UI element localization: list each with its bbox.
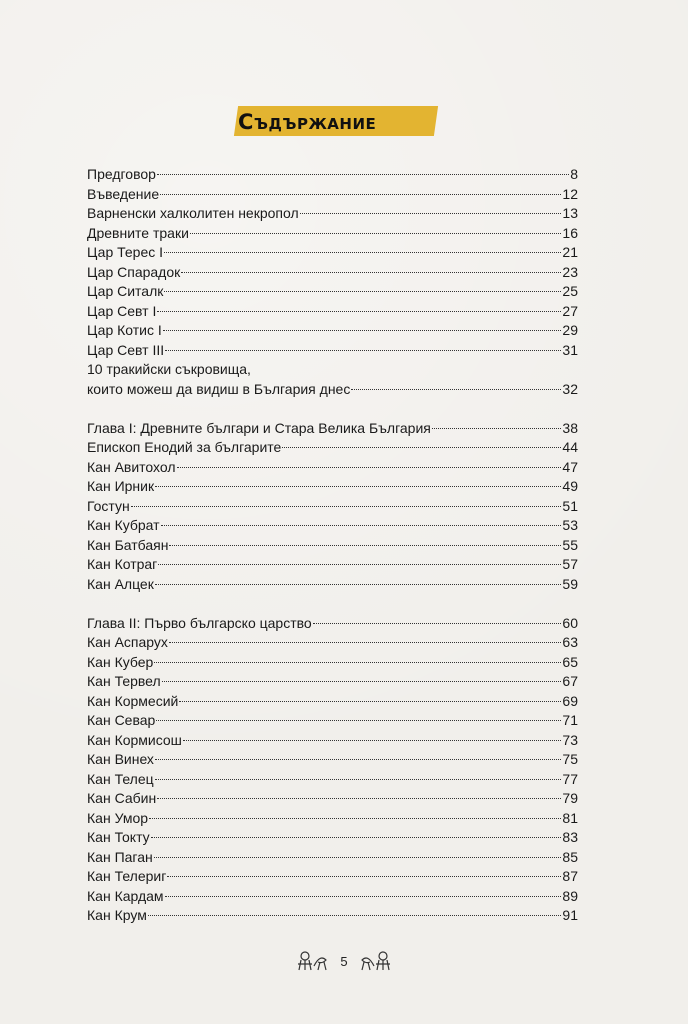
dot-leader xyxy=(148,914,562,916)
page-number: 5 xyxy=(340,953,348,969)
toc-entry-title: които можеш да видиш в България днес xyxy=(87,380,351,397)
toc-entry-page: 65 xyxy=(562,653,578,670)
dot-leader xyxy=(163,329,562,331)
dot-leader xyxy=(155,778,562,780)
toc-entry-page: 21 xyxy=(562,244,578,260)
toc-entry-page: 13 xyxy=(562,205,578,221)
toc-entry-title: Глава II: Първо българско царство xyxy=(87,614,312,631)
toc-entry-title: 10 тракийски съкровища, xyxy=(87,361,251,377)
toc-entry-title: Кан Сабин xyxy=(87,790,157,806)
toc-entry-page: 81 xyxy=(562,809,578,826)
dot-leader xyxy=(151,836,562,838)
toc-entry-page: 27 xyxy=(562,302,578,319)
dot-leader xyxy=(165,895,562,897)
toc-entry-title: Кан Телериг xyxy=(87,868,167,884)
toc-entry-title: Кан Умор xyxy=(87,809,149,826)
toc-entry-title: Предговор xyxy=(87,166,156,182)
toc-entry-page: 44 xyxy=(562,439,578,455)
toc-entry-title: Кан Кормесий xyxy=(87,692,179,709)
toc-entry-title: Кан Тервел xyxy=(87,673,161,689)
toc-entry-page: 71 xyxy=(562,712,578,728)
dot-leader xyxy=(155,583,562,585)
toc-entry-page: 85 xyxy=(562,848,578,865)
toc-entry-page: 53 xyxy=(562,517,578,533)
dot-leader xyxy=(300,212,562,214)
dot-leader xyxy=(162,680,562,682)
dot-leader xyxy=(164,290,561,292)
toc-entry[interactable] xyxy=(87,360,578,380)
toc-entry[interactable] xyxy=(87,789,578,809)
toc-entry-title: Кан Кубер xyxy=(87,653,154,670)
toc-entry-title: Кан Авитохол xyxy=(87,458,176,475)
toc-entry-page: 31 xyxy=(562,341,578,358)
toc-entry-title: Кан Котраг xyxy=(87,556,158,572)
toc-entry-page: 59 xyxy=(562,575,578,592)
toc-entry-page: 51 xyxy=(562,497,578,514)
toc-entry[interactable] xyxy=(87,458,578,478)
toc-entry-title: Кан Паган xyxy=(87,848,153,865)
toc-entry-page: 89 xyxy=(562,887,578,904)
toc-entry-page: 91 xyxy=(562,907,578,923)
dot-leader xyxy=(155,758,561,760)
toc-entry-title: Цар Севт I xyxy=(87,302,157,319)
toc-entry-page: 83 xyxy=(562,829,578,845)
toc-entry-page: 55 xyxy=(562,536,578,553)
toc-entry[interactable] xyxy=(87,165,578,185)
section-spacer xyxy=(87,399,578,419)
dot-leader xyxy=(158,563,561,565)
dot-leader xyxy=(154,856,562,858)
toc-entry[interactable] xyxy=(87,828,578,848)
toc-entry-title: Цар Ситалк xyxy=(87,283,164,299)
toc-entry-title: Гостун xyxy=(87,497,130,514)
toc-entry-title: Епископ Енодий за българите xyxy=(87,439,282,455)
dot-leader xyxy=(157,310,561,312)
toc-entry-title: Цар Севт III xyxy=(87,341,165,358)
toc-entry-page: 67 xyxy=(562,673,578,689)
dot-leader xyxy=(351,388,561,390)
toc-entry-page: 77 xyxy=(562,770,578,787)
toc-entry[interactable] xyxy=(87,614,578,634)
table-of-contents xyxy=(87,165,578,926)
dot-leader xyxy=(179,700,561,702)
toc-entry[interactable] xyxy=(87,750,578,770)
toc-entry-title: Древните траки xyxy=(87,224,189,241)
toc-entry[interactable] xyxy=(87,341,578,361)
toc-entry[interactable] xyxy=(87,692,578,712)
toc-entry-page: 23 xyxy=(562,263,578,280)
dot-leader xyxy=(161,524,562,526)
toc-entry-title: Кан Крум xyxy=(87,907,147,923)
section-spacer xyxy=(87,594,578,614)
toc-entry[interactable] xyxy=(87,477,578,497)
toc-entry[interactable] xyxy=(87,438,578,458)
toc-entry-page: 8 xyxy=(570,166,578,182)
toc-entry[interactable] xyxy=(87,497,578,517)
toc-entry-page: 63 xyxy=(562,634,578,650)
toc-entry-title: Варненски халколитен некропол xyxy=(87,205,299,221)
toc-entry-page: 79 xyxy=(562,790,578,806)
dot-leader xyxy=(155,485,561,487)
toc-entry[interactable] xyxy=(87,243,578,263)
dot-leader xyxy=(190,232,562,234)
toc-entry-title: Кан Ирник xyxy=(87,478,155,494)
dot-leader xyxy=(432,427,562,429)
toc-entry-title: Кан Кормисош xyxy=(87,731,182,748)
dot-leader xyxy=(165,349,561,351)
toc-entry[interactable] xyxy=(87,302,578,322)
dot-leader xyxy=(313,622,562,624)
dot-leader xyxy=(157,173,569,175)
toc-entry-title: Кан Кубрат xyxy=(87,517,160,533)
toc-entry[interactable] xyxy=(87,887,578,907)
toc-entry[interactable] xyxy=(87,224,578,244)
toc-entry-title: Цар Терес I xyxy=(87,244,164,260)
toc-entry-title: Кан Токту xyxy=(87,829,150,845)
dot-leader xyxy=(169,641,562,643)
toc-entry-page: 73 xyxy=(562,731,578,748)
toc-entry-title: Кан Кардам xyxy=(87,887,164,904)
toc-entry-title: Кан Севар xyxy=(87,712,156,728)
toc-entry-title: Цар Котис I xyxy=(87,322,162,338)
toc-entry[interactable] xyxy=(87,672,578,692)
dot-leader xyxy=(164,251,561,253)
page-title: Съдържание xyxy=(238,110,377,134)
toc-entry-page: 32 xyxy=(562,380,578,397)
toc-entry-page: 87 xyxy=(562,868,578,884)
dot-leader xyxy=(183,739,562,741)
toc-entry-page: 25 xyxy=(562,283,578,299)
toc-entry[interactable] xyxy=(87,848,578,868)
toc-entry[interactable] xyxy=(87,809,578,829)
toc-entry-page: 57 xyxy=(562,556,578,572)
lion-ornament-icon xyxy=(296,950,330,972)
dot-leader xyxy=(131,505,562,507)
dot-leader xyxy=(169,544,561,546)
toc-entry-page: 12 xyxy=(562,185,578,202)
toc-entry-title: Въведение xyxy=(87,185,160,202)
toc-entry-title: Кан Алцек xyxy=(87,575,154,592)
toc-entry[interactable] xyxy=(87,516,578,536)
title-block xyxy=(0,96,688,148)
toc-entry-page: 16 xyxy=(562,224,578,241)
dot-leader xyxy=(282,446,561,448)
toc-entry[interactable] xyxy=(87,419,578,439)
toc-entry[interactable] xyxy=(87,575,578,595)
toc-entry-title: Кан Винех xyxy=(87,751,154,767)
toc-entry[interactable] xyxy=(87,555,578,575)
toc-entry[interactable] xyxy=(87,536,578,556)
toc-entry-page: 75 xyxy=(562,751,578,767)
toc-entry[interactable] xyxy=(87,770,578,790)
toc-entry-title: Кан Аспарух xyxy=(87,634,168,650)
toc-entry[interactable] xyxy=(87,867,578,887)
toc-entry-title: Цар Спарадок xyxy=(87,263,181,280)
dot-leader xyxy=(177,466,562,468)
dot-leader xyxy=(154,661,561,663)
toc-entry-title: Кан Телец xyxy=(87,770,154,787)
toc-entry-page: 38 xyxy=(562,419,578,436)
footer xyxy=(0,946,688,976)
lion-ornament-icon xyxy=(358,950,392,972)
toc-entry[interactable] xyxy=(87,321,578,341)
dot-leader xyxy=(167,875,561,877)
toc-entry-title: Кан Батбаян xyxy=(87,536,169,553)
toc-entry-page: 49 xyxy=(562,478,578,494)
toc-entry[interactable] xyxy=(87,633,578,653)
toc-entry[interactable] xyxy=(87,653,578,673)
dot-leader xyxy=(157,797,561,799)
toc-entry[interactable] xyxy=(87,906,578,926)
toc-entry-title: Глава I: Древните българи и Стара Велика България xyxy=(87,419,431,436)
toc-entry-page: 29 xyxy=(562,322,578,338)
dot-leader xyxy=(160,193,561,195)
toc-entry[interactable] xyxy=(87,204,578,224)
toc-entry-page: 69 xyxy=(562,692,578,709)
toc-entry[interactable] xyxy=(87,711,578,731)
toc-entry[interactable] xyxy=(87,185,578,205)
toc-entry-page: 47 xyxy=(562,458,578,475)
toc-entry[interactable] xyxy=(87,282,578,302)
dot-leader xyxy=(149,817,561,819)
toc-entry-page: 60 xyxy=(562,614,578,631)
toc-entry[interactable] xyxy=(87,263,578,283)
toc-entry[interactable] xyxy=(87,380,578,400)
dot-leader xyxy=(156,719,561,721)
toc-entry[interactable] xyxy=(87,731,578,751)
dot-leader xyxy=(181,271,561,273)
